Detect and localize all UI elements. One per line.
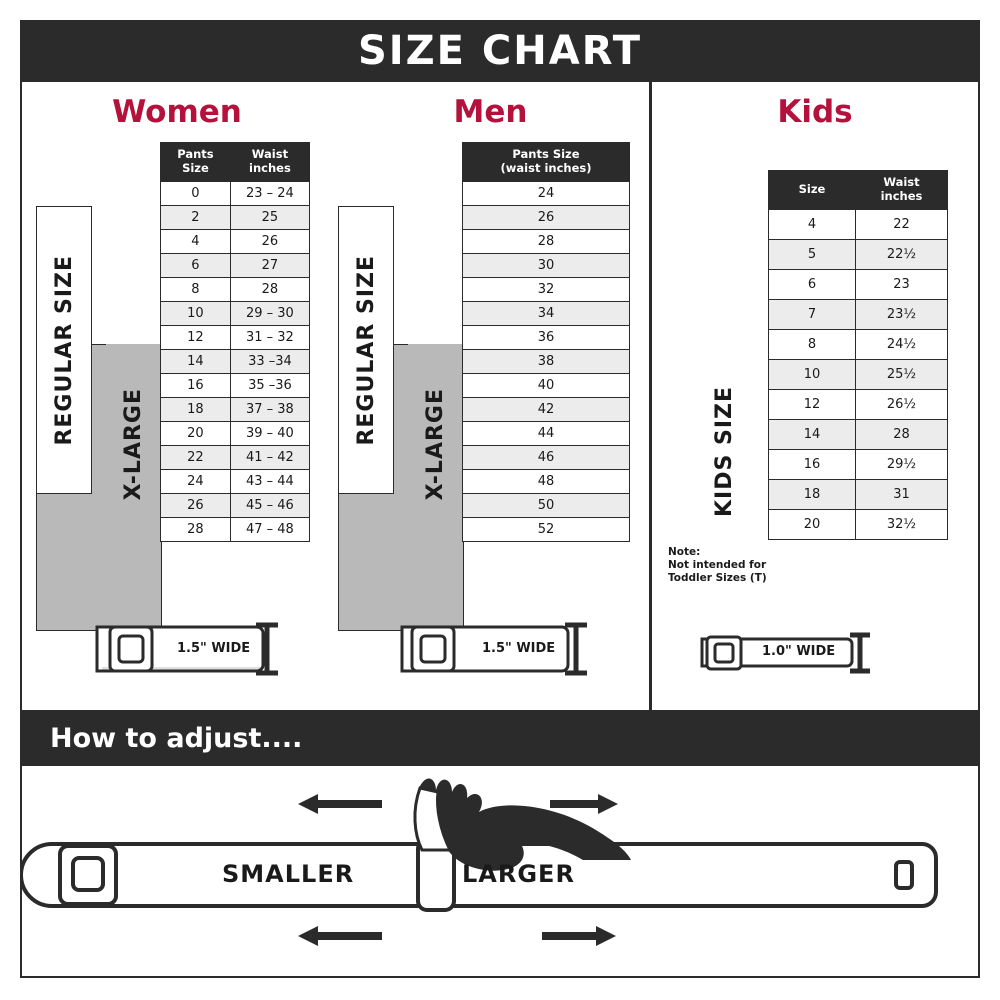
kids-title: Kids [777,94,853,130]
cell-size: 52 [463,517,630,541]
larger-label: LARGER [462,860,575,888]
table-header-row [463,143,630,182]
table-row [161,253,310,277]
cell-size: 10 [161,301,231,325]
cell-waist: 26 [230,229,309,253]
table-row [769,299,948,329]
cell-size: 28 [161,517,231,541]
women-title: Women [112,94,242,130]
men-size-table [462,142,630,542]
cell-size: 16 [769,449,856,479]
cell-size: 7 [769,299,856,329]
cell-size: 20 [161,421,231,445]
table-row [161,517,310,541]
cell-size: 42 [463,397,630,421]
cell-waist: 22½ [855,239,947,269]
table-row [161,421,310,445]
women-size-table [160,142,310,542]
cell-waist: 24½ [855,329,947,359]
men-regular-label: REGULAR SIZE [353,254,379,446]
table-row [161,301,310,325]
cell-waist: 29 – 30 [230,301,309,325]
cell-size: 14 [769,419,856,449]
women-table-wrap [22,142,332,662]
cell-waist: 32½ [855,509,947,539]
kids-note-line3: Toddler Sizes (T) [668,572,767,585]
cell-size: 2 [161,205,231,229]
men-regular-band [338,206,394,494]
cell-size: 12 [161,325,231,349]
cell-waist: 35 –36 [230,373,309,397]
cell-size: 26 [463,205,630,229]
size-panels [20,82,980,710]
cell-size: 4 [769,209,856,239]
men-heading [332,82,649,130]
cell-size: 24 [161,469,231,493]
kids-heading [652,82,978,130]
cell-size: 38 [463,349,630,373]
cell-size: 18 [769,479,856,509]
women-regular-band [36,206,92,494]
women-belt-illustration [22,617,332,692]
cell-waist: 29½ [855,449,947,479]
cell-waist: 27 [230,253,309,277]
table-row [463,517,630,541]
cell-size: 10 [769,359,856,389]
table-row [769,449,948,479]
cell-waist: 39 – 40 [230,421,309,445]
table-row [463,373,630,397]
women-xlarge-label: X-LARGE [120,387,146,501]
cell-waist: 25½ [855,359,947,389]
table-row [463,493,630,517]
women-regular-label: REGULAR SIZE [51,254,77,446]
cell-size: 16 [161,373,231,397]
col-header-waist: Waist inches [230,143,309,182]
cell-waist: 23 – 24 [230,181,309,205]
men-title: Men [453,94,528,130]
men-xlarge-box [408,344,462,544]
cell-size: 48 [463,469,630,493]
table-row [769,239,948,269]
table-row [463,205,630,229]
table-row [161,349,310,373]
cell-waist: 37 – 38 [230,397,309,421]
table-row [161,493,310,517]
table-row [161,229,310,253]
cell-waist: 41 – 42 [230,445,309,469]
cell-waist: 28 [230,277,309,301]
cell-waist: 26½ [855,389,947,419]
panel-men [332,82,652,710]
men-xlarge-label: X-LARGE [422,387,448,501]
kids-size-label: KIDS SIZE [711,386,737,518]
table-row [463,397,630,421]
table-row [769,209,948,239]
panel-women [22,82,332,710]
cell-size: 0 [161,181,231,205]
chart-frame [20,20,980,980]
table-row [463,301,630,325]
cell-waist: 28 [855,419,947,449]
cell-size: 44 [463,421,630,445]
col-header-waist: Waist inches [855,171,947,210]
title-bar [20,20,980,82]
cell-waist: 43 – 44 [230,469,309,493]
table-row [769,269,948,299]
table-row [463,253,630,277]
table-row [463,277,630,301]
cell-waist: 31 – 32 [230,325,309,349]
table-row [463,229,630,253]
women-belt-width-label: 1.5" WIDE [177,641,251,656]
kids-belt-width-label: 1.0" WIDE [762,644,836,659]
cell-size: 6 [769,269,856,299]
cell-size: 36 [463,325,630,349]
kids-note [668,546,767,585]
table-row [463,181,630,205]
men-table-wrap [332,142,649,662]
cell-size: 20 [769,509,856,539]
table-row [769,329,948,359]
men-belt-width-label: 1.5" WIDE [482,641,556,656]
table-row [161,373,310,397]
col-header-size: Size [769,171,856,210]
cell-size: 26 [161,493,231,517]
cell-size: 8 [769,329,856,359]
cell-size: 4 [161,229,231,253]
cell-size: 28 [463,229,630,253]
col-header-pants-size: Pants Size [161,143,231,182]
kids-size-table [768,170,948,540]
adjust-bar [20,710,980,766]
cell-size: 8 [161,277,231,301]
kids-size-label-box [694,342,754,562]
kids-table-wrap [652,142,978,662]
cell-size: 12 [769,389,856,419]
table-row [463,421,630,445]
cell-waist: 45 – 46 [230,493,309,517]
table-row [463,445,630,469]
cell-size: 5 [769,239,856,269]
table-row [769,479,948,509]
adjust-heading: How to adjust.... [50,722,303,754]
table-row [161,445,310,469]
table-row [161,469,310,493]
adjust-body [20,766,980,978]
table-header-row [769,171,948,210]
women-xlarge-box [106,344,160,544]
cell-waist: 31 [855,479,947,509]
table-row [161,325,310,349]
table-row [463,325,630,349]
panel-kids [652,82,978,710]
cell-size: 34 [463,301,630,325]
cell-waist: 23½ [855,299,947,329]
kids-note-line1: Note: [668,546,701,558]
cell-size: 32 [463,277,630,301]
cell-size: 50 [463,493,630,517]
cell-size: 14 [161,349,231,373]
women-heading [22,82,332,130]
cell-size: 6 [161,253,231,277]
table-row [463,349,630,373]
men-belt-illustration [332,617,649,692]
table-row [769,509,948,539]
cell-waist: 22 [855,209,947,239]
cell-waist: 25 [230,205,309,229]
table-row [161,397,310,421]
smaller-label: SMALLER [222,860,355,888]
cell-size: 46 [463,445,630,469]
table-row [769,419,948,449]
cell-waist: 33 –34 [230,349,309,373]
cell-size: 24 [463,181,630,205]
kids-note-line2: Not intended for [668,559,767,572]
table-header-row [161,143,310,182]
table-row [161,277,310,301]
cell-size: 30 [463,253,630,277]
table-row [769,389,948,419]
cell-waist: 47 – 48 [230,517,309,541]
col-header-pants-size: Pants Size (waist inches) [463,143,630,182]
cell-size: 18 [161,397,231,421]
table-row [161,181,310,205]
table-row [769,359,948,389]
table-row [161,205,310,229]
cell-waist: 23 [855,269,947,299]
table-row [463,469,630,493]
page-title: SIZE CHART [357,28,643,74]
kids-belt-illustration [652,617,978,692]
cell-size: 40 [463,373,630,397]
cell-size: 22 [161,445,231,469]
